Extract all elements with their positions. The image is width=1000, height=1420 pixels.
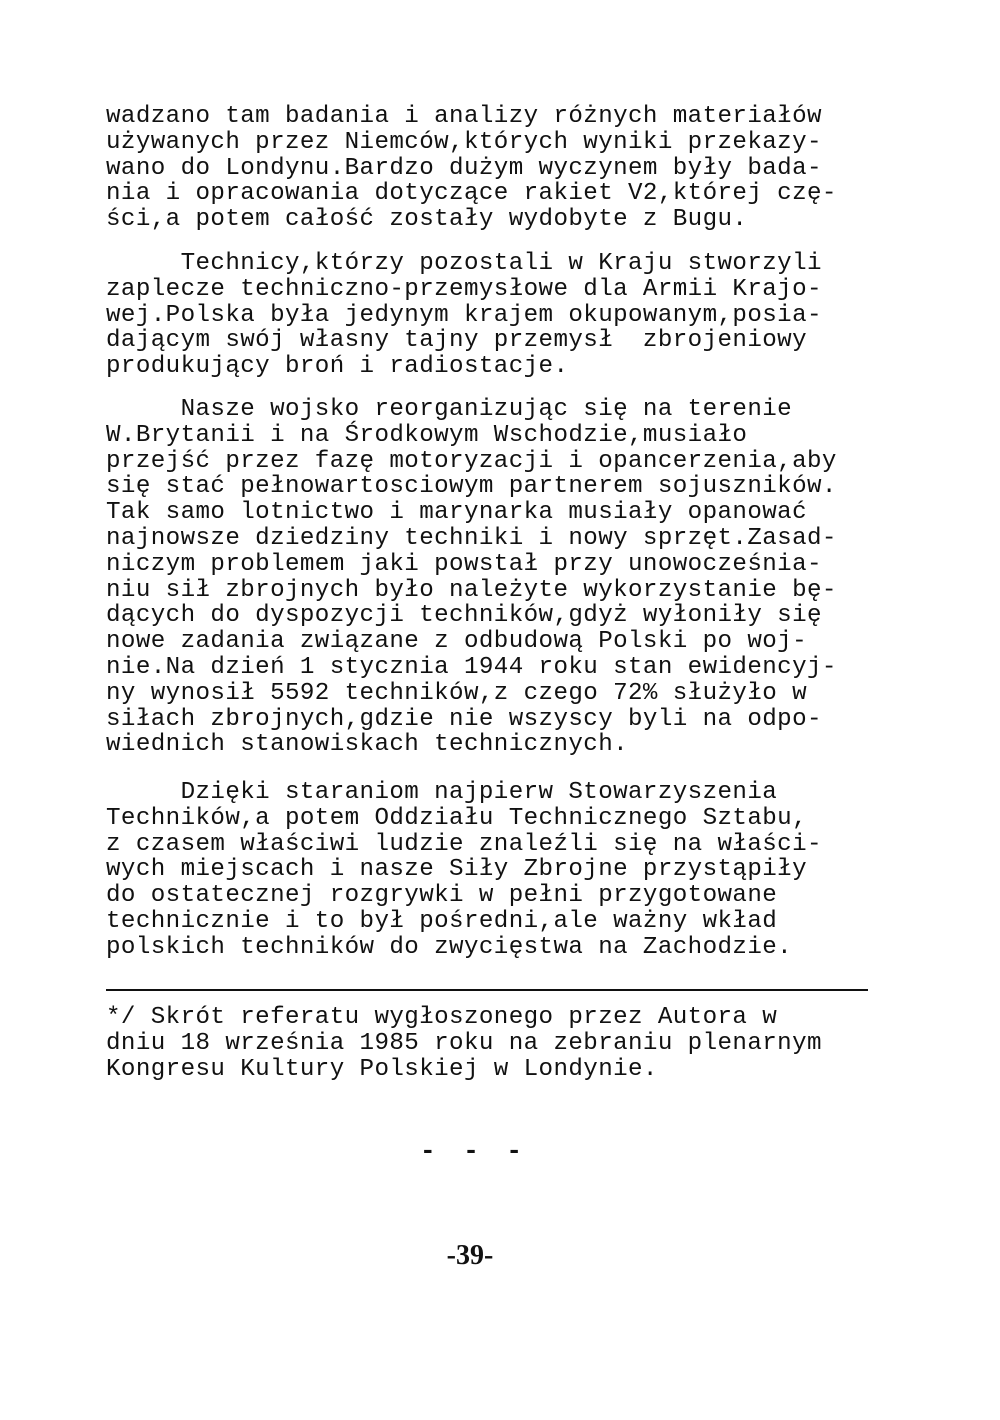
- paragraph-line: ści,a potem całość zostały wydobyte z Bugu.: [106, 206, 748, 234]
- paragraph-line: zaplecze techniczno-przemysłowe dla Armii Krajo-: [106, 275, 822, 303]
- paragraph-line: niu sił zbrojnych było należyte wykorzystanie bę-: [106, 576, 837, 604]
- paragraph-line: z czasem właściwi ludzie znaleźli się na właści-: [106, 830, 822, 858]
- paragraph-line: ny wynosił 5592 techników,z czego 72% służyło w: [106, 679, 807, 707]
- paragraph-line: przejść przez fazę motoryzacji i opancerzenia,aby: [106, 447, 837, 475]
- page-number: -39-: [446, 1240, 494, 1271]
- footnote-line: dniu 18 września 1985 roku na zebraniu plenarnym: [106, 1029, 822, 1057]
- paragraph-line: używanych przez Niemców,których wyniki przekazy-: [106, 128, 822, 156]
- paragraph-line: produkujący broń i radiostacje.: [106, 353, 569, 381]
- paragraph-line: dących do dyspozycji techników,gdyż wyłoniły się: [106, 602, 822, 630]
- paragraph-line: technicznie i to był pośredni,ale ważny wkład: [106, 907, 778, 935]
- paragraph-line: wiednich stanowiskach technicznych.: [106, 731, 629, 759]
- footnote-line: */ Skrót referatu wygłoszonego przez Autora w: [106, 1004, 778, 1031]
- paragraph-line: Dzięki staraniom najpierw Stowarzyszenia: [106, 779, 778, 806]
- paragraph-line: wadzano tam badania i analizy różnych materiałów: [106, 103, 822, 130]
- paragraph-line: polskich techników do zwycięstwa na Zachodzie.: [106, 933, 793, 961]
- paragraph-line: niczym problemem jaki powstał przy unowocześnia-: [106, 550, 822, 578]
- paragraph-line: siłach zbrojnych,gdzie nie wszyscy byli na odpo-: [106, 705, 822, 733]
- paragraph-line: nia i opracowania dotyczące rakiet V2,której czę-: [106, 180, 837, 208]
- paragraph-3: [106, 397, 906, 758]
- paragraph-line: wej.Polska była jedynym krajem okupowanym,posia-: [106, 301, 822, 329]
- paragraph-line: do ostatecznej rozgrywki w pełni przygotowane: [106, 882, 778, 910]
- paragraph-line: Techników,a potem Oddziału Technicznego Sztabu,: [106, 804, 807, 832]
- footnote: [106, 1005, 906, 1082]
- paragraph-line: się stać pełnowartosciowym partnerem sojuszników.: [106, 473, 837, 501]
- paragraph-line: nie.Na dzień 1 stycznia 1944 roku stan ewidencyj-: [106, 653, 837, 681]
- paragraph-2: [106, 251, 906, 380]
- paragraph-line: wano do Londynu.Bardzo dużym wyczynem były bada-: [106, 154, 822, 182]
- paragraph-line: W.Brytanii i na Środkowym Wschodzie,musiało: [106, 421, 748, 449]
- paragraph-1: [106, 104, 906, 233]
- paragraph-line: nowe zadania związane z odbudową Polski po woj-: [106, 628, 807, 656]
- paragraph-line: Technicy,którzy pozostali w Kraju stworzyli: [106, 250, 822, 277]
- paragraph-line: dającym swój własny tajny przemysł zbrojeniowy: [106, 327, 807, 355]
- footnote-line: Kongresu Kultury Polskiej w Londynie.: [106, 1055, 658, 1083]
- paragraph-line: najnowsze dziedziny techniki i nowy sprzęt.Zasad-: [106, 524, 837, 552]
- paragraph-line: wych miejscach i nasze Siły Zbrojne przystąpiły: [106, 856, 807, 884]
- paragraph-line: Tak samo lotnictwo i marynarka musiały opanować: [106, 499, 807, 527]
- paragraph-line: Nasze wojsko reorganizując się na terenie: [106, 396, 793, 423]
- paragraph-4: [106, 780, 906, 961]
- footnote-divider: [106, 989, 868, 991]
- section-separator: - - -: [420, 1136, 529, 1166]
